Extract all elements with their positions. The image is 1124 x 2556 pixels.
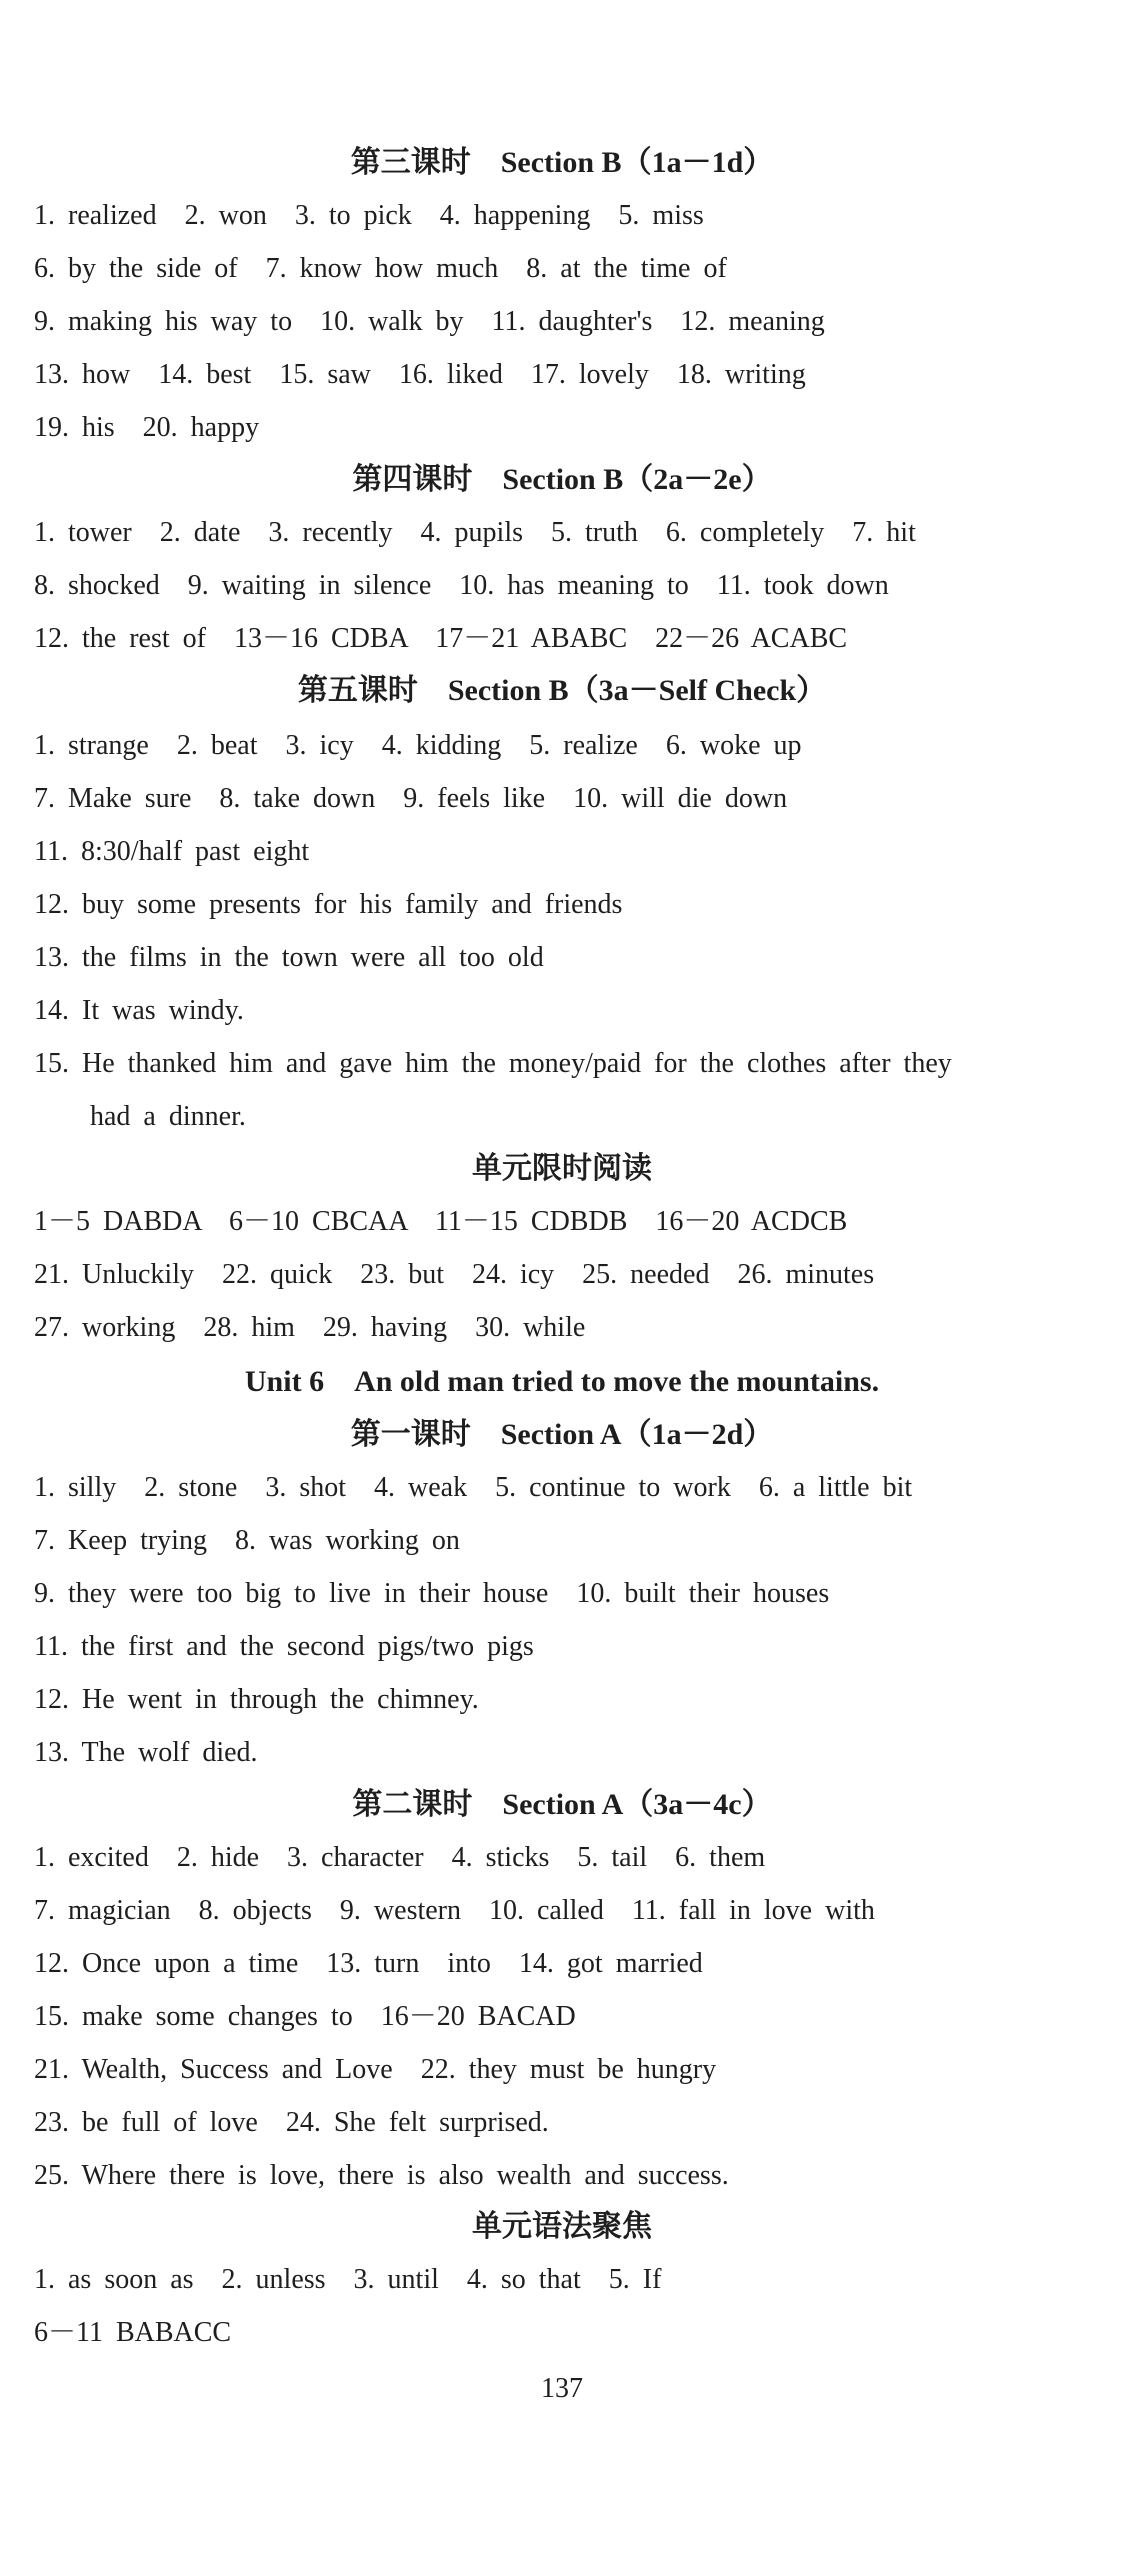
answer-line: 14. It was windy. bbox=[34, 995, 244, 1026]
answer-line: 1. excited 2. hide 3. character 4. sticks 5. tail 6. them bbox=[34, 1842, 766, 1873]
answer-line: 7. Keep trying 8. was working on bbox=[34, 1525, 460, 1556]
answer-line-continued: had a dinner. bbox=[90, 1101, 246, 1132]
section-heading: 第三课时 Section B（1a－1d） bbox=[350, 146, 774, 179]
answer-line: 9. making his way to 10. walk by 11. daughter's 12. meaning bbox=[34, 306, 825, 337]
answer-line: 1. as soon as 2. unless 3. until 4. so that 5. If bbox=[34, 2264, 662, 2295]
answer-line: 12. buy some presents for his family and friends bbox=[34, 889, 623, 920]
answer-line: 7. magician 8. objects 9. western 10. called 11. fall in love with bbox=[34, 1895, 875, 1926]
answer-line: 15. make some changes to 16－20 BACAD bbox=[34, 2001, 576, 2032]
answer-line: 13. how 14. best 15. saw 16. liked 17. lovely 18. writing bbox=[34, 359, 806, 390]
section-heading: 单元语法聚焦 bbox=[472, 2210, 652, 2243]
answer-line: 13. The wolf died. bbox=[34, 1737, 258, 1768]
section-heading: 第五课时 Section B（3a－Self Check） bbox=[297, 674, 827, 707]
answer-line: 21. Wealth, Success and Love 22. they must be hungry bbox=[34, 2054, 717, 2085]
answer-line: 25. Where there is love, there is also wealth and success. bbox=[34, 2160, 729, 2191]
unit-heading: Unit 6 An old man tried to move the mountains. bbox=[244, 1365, 880, 1398]
section-heading: 第二课时 Section A（3a－4c） bbox=[352, 1788, 772, 1821]
answer-line: 11. 8:30/half past eight bbox=[34, 836, 310, 867]
answer-line: 1. realized 2. won 3. to pick 4. happening 5. miss bbox=[34, 200, 704, 231]
section-heading: 第一课时 Section A（1a－2d） bbox=[350, 1418, 774, 1451]
answer-line: 6－11 BABACC bbox=[34, 2317, 232, 2348]
answer-line: 1. tower 2. date 3. recently 4. pupils 5. truth 6. completely 7. hit bbox=[34, 517, 916, 548]
answer-line: 12. Once upon a time 13. turn into 14. got married bbox=[34, 1948, 703, 1979]
answer-line: 13. the films in the town were all too old bbox=[34, 942, 544, 973]
answer-line: 15. He thanked him and gave him the money/paid for the clothes after they bbox=[34, 1048, 952, 1079]
answer-line: 19. his 20. happy bbox=[34, 412, 260, 443]
section-heading: 第四课时 Section B（2a－2e） bbox=[352, 463, 772, 496]
answer-line: 1－5 DABDA 6－10 CBCAA 11－15 CDBDB 16－20 ACDCB bbox=[34, 1206, 848, 1237]
answer-line: 9. they were too big to live in their house 10. built their houses bbox=[34, 1578, 830, 1609]
answer-line: 21. Unluckily 22. quick 23. but 24. icy 25. needed 26. minutes bbox=[34, 1259, 875, 1290]
section-heading: 单元限时阅读 bbox=[472, 1152, 652, 1185]
answer-line: 7. Make sure 8. take down 9. feels like 10. will die down bbox=[34, 783, 788, 814]
answer-line: 1. strange 2. beat 3. icy 4. kidding 5. realize 6. woke up bbox=[34, 730, 802, 761]
answer-line: 27. working 28. him 29. having 30. while bbox=[34, 1312, 586, 1343]
page-number: 137 bbox=[541, 2373, 583, 2404]
answer-line: 1. silly 2. stone 3. shot 4. weak 5. continue to work 6. a little bit bbox=[34, 1472, 913, 1503]
answer-line: 12. He went in through the chimney. bbox=[34, 1684, 479, 1715]
answer-line: 6. by the side of 7. know how much 8. at the time of bbox=[34, 253, 727, 284]
answer-line: 23. be full of love 24. She felt surprised. bbox=[34, 2107, 549, 2138]
answer-line: 12. the rest of 13－16 CDBA 17－21 ABABC 22－26 ACABC bbox=[34, 623, 848, 654]
answer-line: 11. the first and the second pigs/two pigs bbox=[34, 1631, 534, 1662]
answer-line: 8. shocked 9. waiting in silence 10. has meaning to 11. took down bbox=[34, 570, 889, 601]
